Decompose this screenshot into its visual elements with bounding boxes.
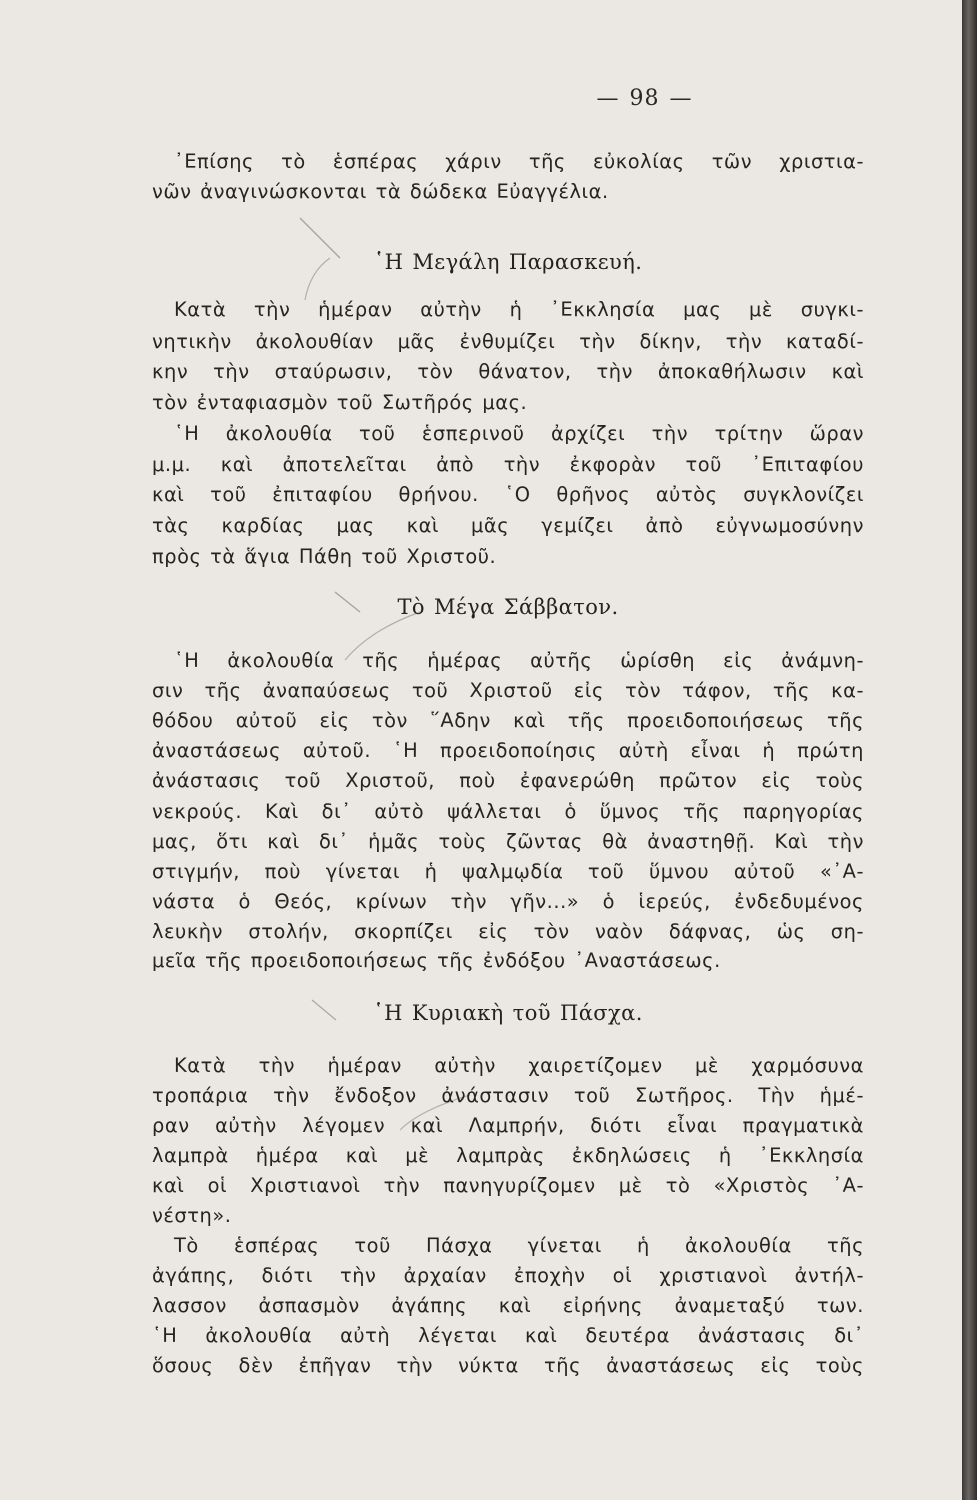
text-line: νέστη».: [152, 1204, 232, 1227]
text-line: τροπάρια τὴν ἔνδοξον ἀνάστασιν τοῦ Σωτῆρος. Τὴν ἡμέ-: [152, 1084, 864, 1107]
text-line: μας, ὅτι καὶ δι᾿ ἡμᾶς τοὺς ζῶντας θὰ ἀναστηθῇ. Καὶ τὴν: [152, 830, 864, 853]
text-line: λευκὴν στολήν, σκορπίζει εἰς τὸν ναὸν δάφνας, ὡς ση-: [152, 920, 864, 943]
text-line: μεῖα τῆς προειδοποιήσεως τῆς ἐνδόξου ᾿Αναστάσεως.: [152, 949, 721, 972]
intro-line-1: ᾿Επίσης τὸ ἑσπέρας χάριν τῆς εὐκολίας τῶν χριστια-: [174, 150, 864, 173]
text-line: τὸν ἐνταφιασμὸν τοῦ Σωτῆρός μας.: [152, 391, 528, 414]
section-heading-easter-sunday: ῾Η Κυριακὴ τοῦ Πάσχα.: [373, 1001, 643, 1025]
section-heading-holy-saturday: Τὸ Μέγα Σάββατον.: [397, 595, 619, 619]
text-line: κην τὴν σταύρωσιν, τὸν θάνατον, τὴν ἀποκαθήλωσιν καὶ: [152, 360, 864, 383]
section-heading-good-friday: ῾Η Μεγάλη Παρασκευή.: [373, 250, 643, 274]
text-line: ἀγάπης, διότι τὴν ἀρχαίαν ἐποχὴν οἱ χριστιανοὶ ἀντήλ-: [152, 1264, 864, 1287]
text-line: ῾Η ἀκολουθία αὐτὴ λέγεται καὶ δευτέρα ἀνάστασις δι᾿: [152, 1324, 864, 1347]
text-line: πρὸς τὰ ἅγια Πάθη τοῦ Χριστοῦ.: [152, 545, 497, 568]
text-line: Κατὰ τὴν ἡμέραν αὐτὴν χαιρετίζομεν μὲ χαρμόσυνα: [174, 1054, 864, 1077]
text-line: ἀνάστασις τοῦ Χριστοῦ, ποὺ ἐφανερώθη πρῶτον εἰς τοὺς: [152, 769, 864, 792]
text-line: σιν τῆς ἀναπαύσεως τοῦ Χριστοῦ εἰς τὸν τάφον, τῆς κα-: [152, 679, 864, 702]
text-line: ὅσους δὲν ἐπῆγαν τὴν νύκτα τῆς ἀναστάσεως εἰς τοὺς: [152, 1354, 864, 1377]
text-line: θόδου αὐτοῦ εἰς τὸν ῞Αδην καὶ τῆς προειδοποιήσεως τῆς: [152, 709, 864, 732]
text-line: ραν αὐτὴν λέγομεν καὶ Λαμπρήν, διότι εἶναι πραγματικὰ: [152, 1114, 864, 1137]
text-line: καὶ τοῦ ἐπιταφίου θρήνου. ῾Ο θρῆνος αὐτὸς συγκλονίζει: [152, 483, 864, 506]
text-line: λασσον ἀσπασμὸν ἀγάπης καὶ εἰρήνης ἀναμεταξύ των.: [152, 1294, 864, 1317]
text-line: στιγμήν, ποὺ γίνεται ἡ ψαλμῳδία τοῦ ὕμνου αὐτοῦ «᾿Α-: [152, 860, 864, 883]
text-line: καὶ οἱ Χριστιανοὶ τὴν πανηγυρίζομεν μὲ τὸ «Χριστὸς ᾿Α-: [152, 1174, 864, 1197]
text-line: νάστα ὁ Θεός, κρίνων τὴν γῆν...» ὁ ἱερεύς, ἐνδεδυμένος: [152, 890, 864, 913]
text-line: λαμπρὰ ἡμέρα καὶ μὲ λαμπρὰς ἐκδηλώσεις ἡ ᾿Εκκλησία: [152, 1144, 864, 1167]
page-number: — 98 —: [596, 86, 693, 111]
text-line: μ.μ. καὶ ἀποτελεῖται ἀπὸ τὴν ἐκφορὰν τοῦ ᾿Επιταφίου: [152, 453, 864, 476]
text-line: Τὸ ἑσπέρας τοῦ Πάσχα γίνεται ἡ ἀκολουθία τῆς: [174, 1234, 864, 1257]
text-line: νητικὴν ἀκολουθίαν μᾶς ἐνθυμίζει τὴν δίκην, τὴν καταδί-: [152, 330, 864, 353]
text-line: ἀναστάσεως αὐτοῦ. ῾Η προειδοποίησις αὐτὴ εἶναι ἡ πρώτη: [152, 739, 864, 762]
text-line: Κατὰ τὴν ἡμέραν αὐτὴν ἡ ᾿Εκκλησία μας μὲ συγκι-: [174, 298, 864, 321]
intro-line-2: νῶν ἀναγινώσκονται τὰ δώδεκα Εὐαγγέλια.: [152, 180, 609, 203]
page-edge-shadow: [962, 0, 977, 1500]
text-line: ῾Η ἀκολουθία τοῦ ἑσπερινοῦ ἀρχίζει τὴν τρίτην ὥραν: [174, 422, 864, 445]
text-line: τὰς καρδίας μας καὶ μᾶς γεμίζει ἀπὸ εὐγνωμοσύνην: [152, 514, 864, 537]
text-line: νεκρούς. Καὶ δι᾿ αὐτὸ ψάλλεται ὁ ὕμνος τῆς παρηγορίας: [152, 800, 864, 823]
text-line: ῾Η ἀκολουθία τῆς ἡμέρας αὐτῆς ὡρίσθη εἰς ἀνάμνη-: [174, 649, 864, 672]
